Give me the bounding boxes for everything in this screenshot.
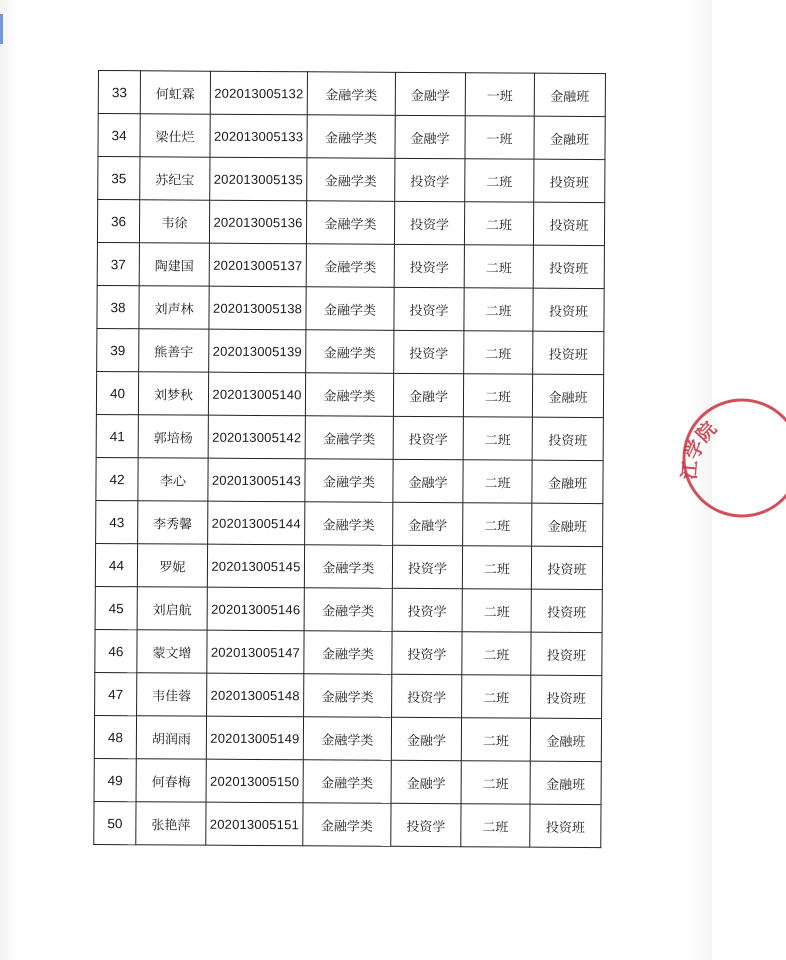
track-class-cell: 投资班 [530,804,601,847]
class-cell: 二班 [465,159,534,202]
table-row [95,672,602,718]
major-category-cell: 金融学类 [303,803,391,847]
major-cell: 金融学 [395,115,465,158]
class-cell: 二班 [464,202,533,245]
student-id-cell: 202013005144 [208,501,305,545]
student-name-cell: 蒙文增 [137,630,207,673]
table-row [95,543,602,589]
track-class-cell: 投资班 [533,202,604,245]
row-number-cell: 46 [95,629,137,672]
student-id-cell: 202013005150 [206,759,303,803]
row-number-cell: 38 [97,285,139,328]
table-row [94,801,601,847]
class-cell: 二班 [463,417,532,460]
student-name-cell: 何虹霖 [140,71,210,114]
student-name-cell: 李心 [138,458,208,501]
student-id-cell: 202013005135 [210,157,307,201]
table-row [97,242,604,288]
track-class-cell: 金融班 [534,73,605,116]
class-cell: 二班 [463,460,532,503]
class-cell: 一班 [465,116,534,159]
major-category-cell: 金融学类 [306,244,394,288]
official-seal-stamp [676,400,786,510]
class-cell: 二班 [461,761,530,804]
major-category-cell: 金融学类 [303,760,391,804]
track-class-cell: 金融班 [532,503,603,546]
student-name-cell: 陶建国 [139,243,209,286]
row-number-cell: 47 [95,672,137,715]
table-row [96,500,603,546]
student-id-cell: 202013005133 [210,114,307,158]
row-number-cell: 36 [97,200,139,243]
major-category-cell: 金融学类 [306,287,394,331]
row-number-cell: 41 [96,414,138,457]
student-id-cell: 202013005138 [209,286,306,330]
track-class-cell: 金融班 [530,761,601,804]
class-cell: 二班 [464,245,533,288]
row-number-cell: 33 [98,71,140,114]
student-name-cell: 韦徐 [139,200,209,243]
class-cell: 二班 [462,632,531,675]
table-row [97,285,604,331]
track-class-cell: 投资班 [534,159,605,202]
student-id-cell: 202013005132 [210,71,307,115]
major-category-cell: 金融学类 [304,545,392,589]
track-class-cell: 投资班 [533,331,604,374]
row-number-cell: 35 [98,157,140,200]
seal-text: 江学院 [678,417,722,481]
class-cell: 二班 [461,718,530,761]
row-number-cell: 34 [98,114,140,157]
class-cell: 二班 [462,546,531,589]
major-cell: 投资学 [394,244,464,287]
track-class-cell: 投资班 [531,589,602,632]
major-category-cell: 金融学类 [307,158,395,202]
major-cell: 投资学 [392,631,462,674]
row-number-cell: 37 [97,242,139,285]
track-class-cell: 投资班 [533,245,604,288]
track-class-cell: 金融班 [530,718,601,761]
class-cell: 二班 [463,503,532,546]
student-id-cell: 202013005143 [208,458,305,502]
student-id-cell: 202013005145 [207,544,304,588]
major-cell: 金融学 [395,72,465,115]
major-category-cell: 金融学类 [304,588,392,632]
student-name-cell: 刘梦秋 [138,372,208,415]
track-class-cell: 投资班 [533,288,604,331]
major-cell: 投资学 [393,416,463,459]
class-cell: 二班 [462,589,531,632]
major-category-cell: 金融学类 [306,330,394,374]
row-number-cell: 42 [96,457,138,500]
table-row [94,758,601,804]
student-name-cell: 何春梅 [136,759,206,802]
major-cell: 金融学 [391,717,461,760]
row-number-cell: 50 [94,801,136,844]
student-id-cell: 202013005147 [207,630,304,674]
student-id-cell: 202013005140 [208,372,305,416]
major-category-cell: 金融学类 [307,72,395,116]
student-id-cell: 202013005139 [209,329,306,373]
student-name-cell: 刘启航 [137,587,207,630]
student-name-cell: 韦佳蓉 [137,673,207,716]
track-class-cell: 金融班 [532,374,603,417]
table-row [97,328,604,374]
major-cell: 投资学 [394,287,464,330]
major-category-cell: 金融学类 [305,373,393,417]
student-id-cell: 202013005142 [208,415,305,459]
major-category-cell: 金融学类 [305,416,393,460]
student-id-cell: 202013005149 [206,716,303,760]
table-row [96,371,603,417]
table-row [94,715,601,761]
student-name-cell: 刘声林 [139,286,209,329]
major-cell: 投资学 [392,674,462,717]
class-cell: 二班 [464,331,533,374]
major-cell: 投资学 [392,588,462,631]
major-cell: 投资学 [391,803,461,846]
table-row [97,200,604,246]
svg-text:江学院 [678,417,721,480]
student-name-cell: 郭培杨 [138,415,208,458]
row-number-cell: 43 [96,500,138,543]
table-row [96,457,603,503]
student-name-cell: 罗妮 [137,544,207,587]
major-cell: 投资学 [394,330,464,373]
track-class-cell: 投资班 [531,632,602,675]
major-category-cell: 金融学类 [304,631,392,675]
table-row [95,586,602,632]
row-number-cell: 39 [97,328,139,371]
major-cell: 金融学 [393,502,463,545]
major-category-cell: 金融学类 [304,674,392,718]
track-class-cell: 金融班 [532,460,603,503]
major-category-cell: 金融学类 [305,459,393,503]
major-cell: 金融学 [393,459,463,502]
major-cell: 投资学 [392,545,462,588]
student-name-cell: 苏纪宝 [140,157,210,200]
track-class-cell: 金融班 [534,116,605,159]
major-cell: 金融学 [393,373,463,416]
student-id-cell: 202013005148 [207,673,304,717]
class-cell: 一班 [465,73,534,116]
table-row [98,114,605,160]
student-name-cell: 胡润雨 [136,716,206,759]
row-number-cell: 44 [95,543,137,586]
student-id-cell: 202013005146 [207,587,304,631]
track-class-cell: 投资班 [531,675,602,718]
major-category-cell: 金融学类 [306,201,394,245]
student-id-cell: 202013005137 [209,243,306,287]
major-category-cell: 金融学类 [305,502,393,546]
class-cell: 二班 [464,288,533,331]
student-id-cell: 202013005151 [206,802,303,846]
student-roster-table [93,70,606,848]
major-category-cell: 金融学类 [307,115,395,159]
class-cell: 二班 [461,804,530,847]
major-cell: 投资学 [395,158,465,201]
class-cell: 二班 [462,675,531,718]
table-row [95,629,602,675]
row-number-cell: 49 [94,758,136,801]
track-class-cell: 投资班 [532,417,603,460]
student-name-cell: 梁仕烂 [140,114,210,157]
row-number-cell: 48 [94,715,136,758]
student-name-cell: 李秀馨 [138,501,208,544]
scan-edge-mark [0,14,3,44]
student-name-cell: 熊善宇 [139,329,209,372]
class-cell: 二班 [463,374,532,417]
student-id-cell: 202013005136 [209,200,306,244]
major-category-cell: 金融学类 [303,717,391,761]
table-row [98,157,605,203]
student-name-cell: 张艳萍 [136,802,206,845]
row-number-cell: 45 [95,586,137,629]
track-class-cell: 投资班 [531,546,602,589]
row-number-cell: 40 [96,371,138,414]
major-cell: 投资学 [394,201,464,244]
major-cell: 金融学 [391,760,461,803]
roster-body [94,71,606,848]
table-row [96,414,603,460]
table-row [98,71,605,117]
